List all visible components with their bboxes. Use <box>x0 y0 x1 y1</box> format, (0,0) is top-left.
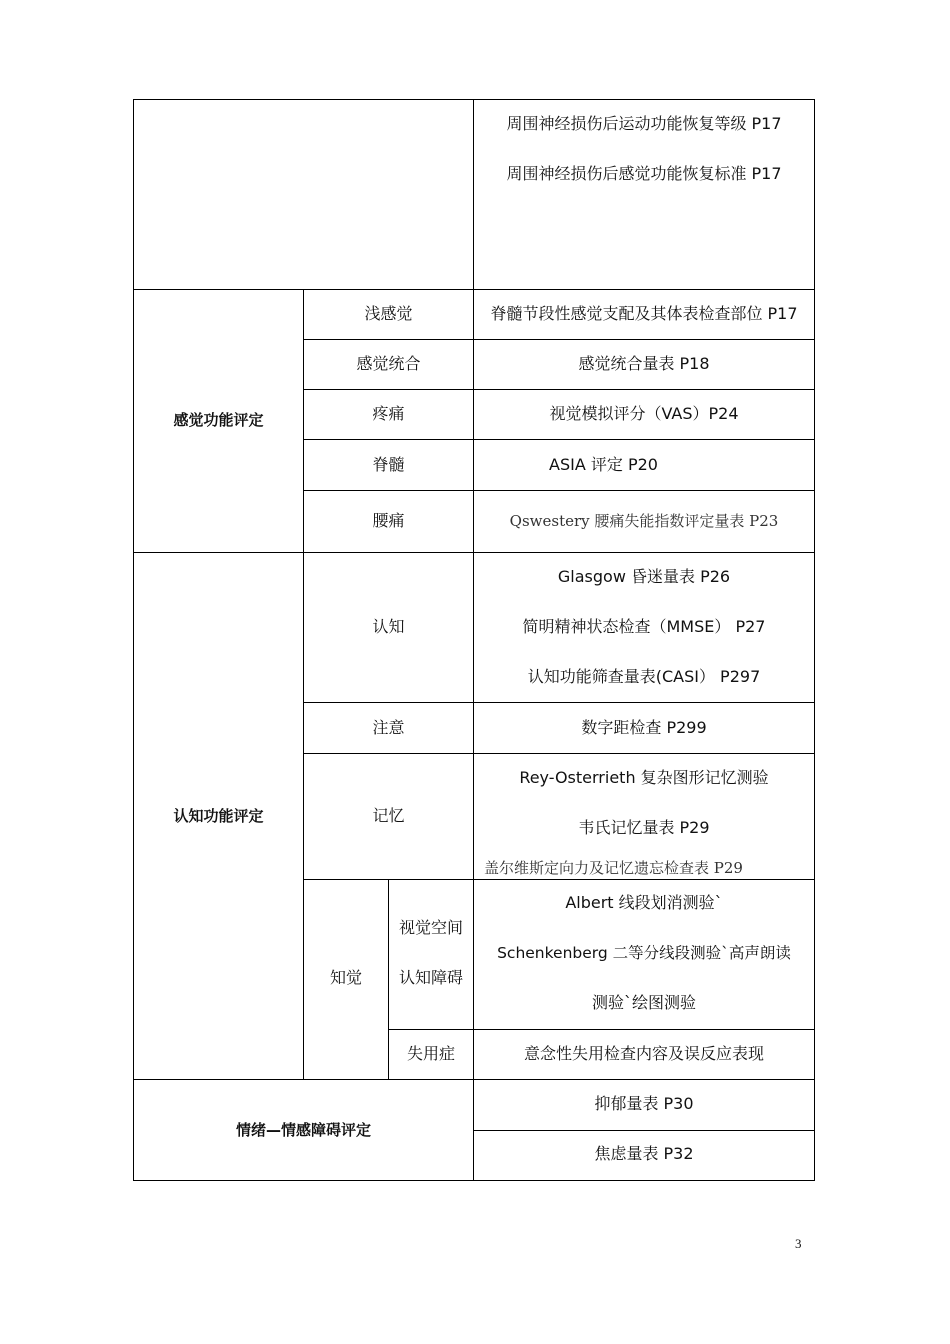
test-oswestry: Qswestery 腰痛失能指数评定量表 P23 <box>509 512 779 530</box>
test-glasgow: Glasgow 昏迷量表 P26 <box>557 567 731 586</box>
row-line <box>303 439 815 440</box>
row-line <box>303 339 815 340</box>
test-motor-recovery: 周围神经损伤后运动功能恢复等级 P17 <box>506 114 782 133</box>
category-emotion: 情绪—情感障碍评定 <box>235 1121 371 1139</box>
row-line <box>133 1079 815 1080</box>
test-rey-osterrieth: Rey-Osterrieth 复杂图形记忆测验 <box>519 768 769 787</box>
item-perception: 知觉 <box>329 968 362 987</box>
row-line <box>303 753 815 754</box>
table-border-right <box>814 99 815 1181</box>
table-border-top <box>133 99 815 100</box>
test-casi: 认知功能筛查量表(CASI） P297 <box>527 667 761 686</box>
item-visuospatial-line2: 认知障碍 <box>398 968 463 987</box>
test-sensory-recovery: 周围神经损伤后感觉功能恢复标准 P17 <box>506 164 782 183</box>
test-sensory-integration: 感觉统合量表 P18 <box>578 354 710 373</box>
test-digit-span: 数字距检查 P299 <box>581 718 707 737</box>
test-albert: Albert 线段划消测验` <box>565 893 723 912</box>
test-schenkenberg: Schenkenberg 二等分线段测验`高声朗读 <box>497 944 791 962</box>
test-asia: ASIA 评定 P20 <box>549 455 658 474</box>
row-line <box>133 552 815 553</box>
test-anxiety-scale: 焦虑量表 P32 <box>594 1144 694 1163</box>
page-number: 3 <box>795 1236 802 1251</box>
item-sensory-integration: 感觉统合 <box>356 354 421 373</box>
row-line <box>303 879 815 880</box>
item-pain: 疼痛 <box>372 404 405 423</box>
test-vas: 视觉模拟评分（VAS）P24 <box>549 404 739 423</box>
test-galveston: 盖尔维斯定向力及记忆遗忘检查表 P29 <box>484 859 743 877</box>
row-line <box>303 702 815 703</box>
item-low-back-pain: 腰痛 <box>372 511 405 530</box>
category-cognitive: 认知功能评定 <box>173 807 264 825</box>
row-line <box>303 490 815 491</box>
row-line <box>388 1029 815 1030</box>
item-memory: 记忆 <box>372 806 405 825</box>
item-superficial-sensation: 浅感觉 <box>364 304 413 323</box>
table-divider-test <box>473 99 474 1181</box>
test-ideational-apraxia: 意念性失用检查内容及误反应表现 <box>523 1044 764 1063</box>
row-line <box>473 1130 815 1131</box>
row-line <box>133 289 815 290</box>
table-border-left <box>133 99 134 1181</box>
test-drawing: 测验`绘图测验 <box>591 993 696 1012</box>
category-sensory: 感觉功能评定 <box>173 411 264 429</box>
item-spinal-cord: 脊髓 <box>372 455 405 474</box>
test-mmse: 简明精神状态检查（MMSE） P27 <box>522 617 766 636</box>
item-visuospatial-line1: 视觉空间 <box>398 918 463 937</box>
item-apraxia: 失用症 <box>406 1044 455 1063</box>
item-attention: 注意 <box>372 718 405 737</box>
item-cognition: 认知 <box>372 617 405 636</box>
row-line <box>303 389 815 390</box>
table-border-bottom <box>133 1180 815 1181</box>
test-dermatome: 脊髓节段性感觉支配及其体表检查部位 P17 <box>490 304 798 323</box>
test-wechsler-memory: 韦氏记忆量表 P29 <box>578 818 710 837</box>
test-depression-scale: 抑郁量表 P30 <box>594 1094 694 1113</box>
